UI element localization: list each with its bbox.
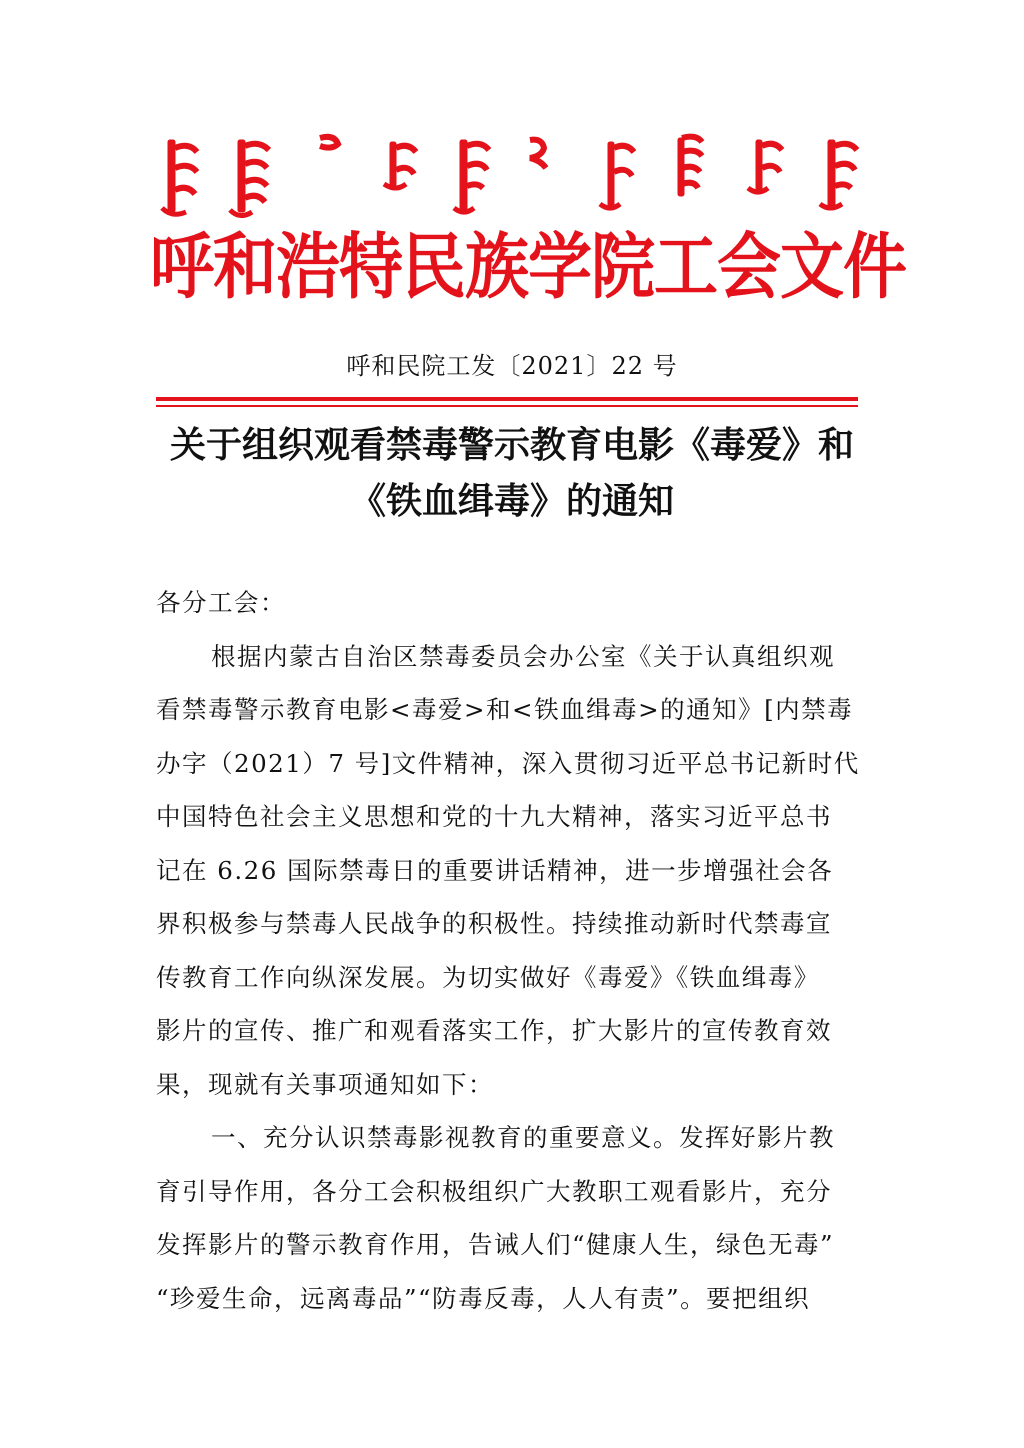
body-line: 发挥影片的警示教育作用，告诫人们“健康人生，绿色无毒” <box>156 1230 835 1259</box>
body-line: 育引导作用，各分工会积极组织广大教职工观看影片，充分 <box>156 1176 832 1206</box>
mongolian-script-header <box>160 128 865 220</box>
notice-body <box>156 576 872 1325</box>
notice-title-line-2: 《铁血缉毒》的通知 <box>349 481 674 522</box>
salutation: 各分工会： <box>156 588 286 617</box>
body-line: 中国特色社会主义思想和党的十九大精神，落实习近平总书 <box>156 802 832 831</box>
notice-title <box>140 418 884 530</box>
mongolian-script-graphic <box>160 128 865 220</box>
document-header-title: 呼和浩特民族学院工会文件 <box>150 226 906 310</box>
body-line: 一、充分认识禁毒影视教育的重要意义。发挥好影片教 <box>211 1123 835 1152</box>
body-line: “珍爱生命，远离毒品”“防毒反毒，人人有责”。要把组织 <box>156 1283 811 1313</box>
body-line: 影片的宣传、推广和观看落实工作，扩大影片的宣传教育效 <box>156 1016 832 1045</box>
body-line: 看禁毒警示教育电影<毒爱>和<铁血缉毒>的通知》[内禁毒 <box>156 695 854 724</box>
body-line: 记在 6.26 国际禁毒日的重要讲话精神，进一步增强社会各 <box>156 855 834 885</box>
body-line: 办字（2021）7 号]文件精神，深入贯彻习近平总书记新时代 <box>156 748 860 778</box>
body-line: 果，现就有关事项通知如下： <box>156 1069 494 1099</box>
notice-title-line-1: 关于组织观看禁毒警示教育电影《毒爱》和 <box>169 425 854 466</box>
body-line: 根据内蒙古自治区禁毒委员会办公室《关于认真组织观 <box>211 641 835 671</box>
header-divider-thick <box>156 397 858 401</box>
body-line: 界积极参与禁毒人民战争的积极性。持续推动新时代禁毒宣 <box>156 909 832 938</box>
header-divider-thin <box>156 405 858 407</box>
document-number: 呼和民院工发〔2021〕22 号 <box>346 352 678 380</box>
body-line: 传教育工作向纵深发展。为切实做好《毒爱》《铁血缉毒》 <box>156 962 820 992</box>
